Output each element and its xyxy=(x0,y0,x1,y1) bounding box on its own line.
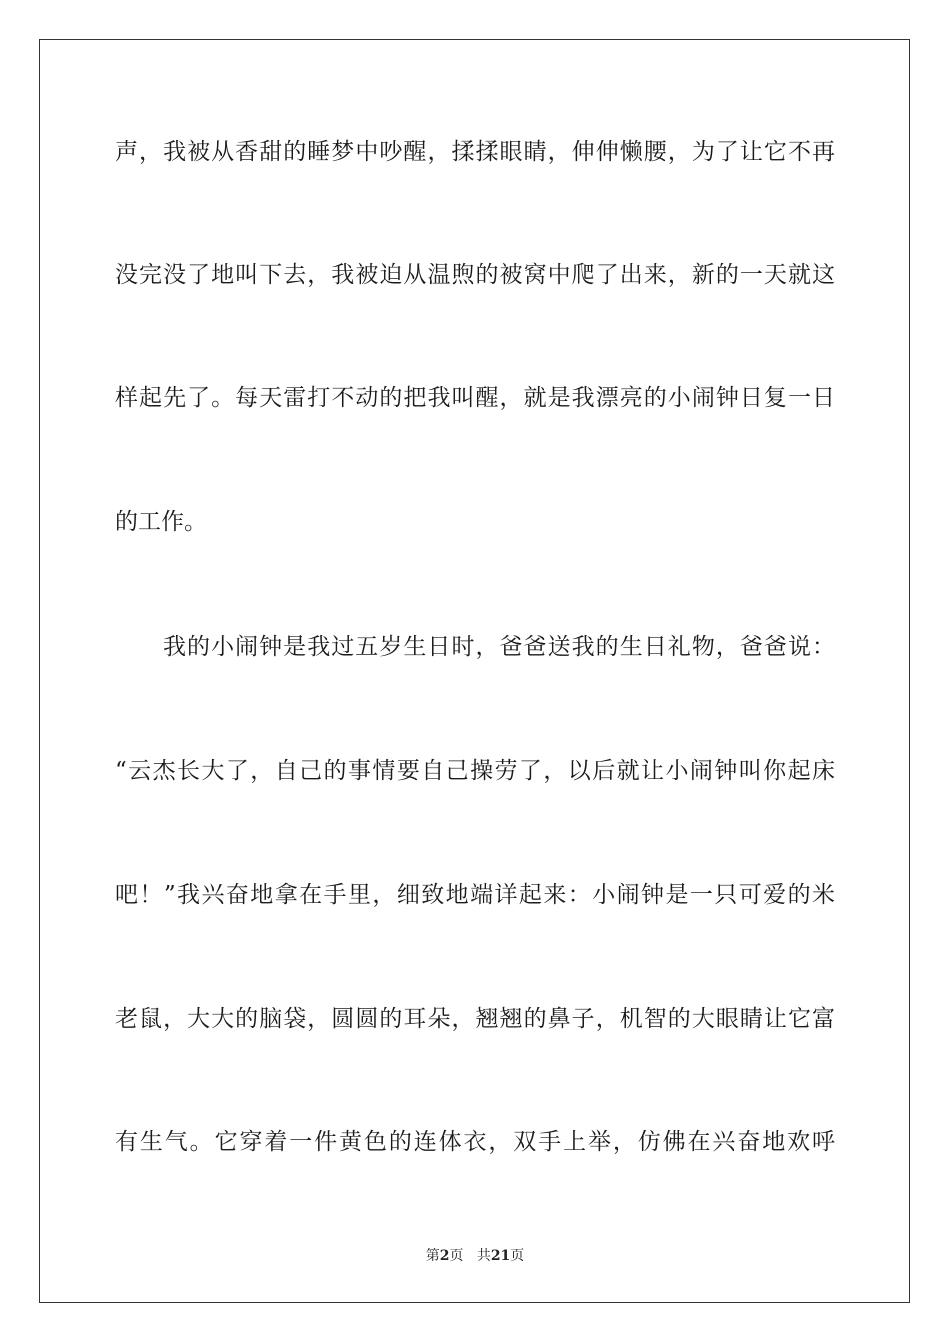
body-line-1: 声，我被从香甜的睡梦中吵醒，揉揉眼睛，伸伸懒腰，为了让它不再 xyxy=(115,139,835,165)
page-footer xyxy=(0,1246,950,1266)
page-number: 2 xyxy=(439,1248,450,1264)
page-border xyxy=(39,39,910,1303)
body-line-3: 样起先了。每天雷打不动的把我叫醒，就是我漂亮的小闹钟日复一日 xyxy=(115,385,835,411)
body-line-5: 我的小闹钟是我过五岁生日时，爸爸送我的生日礼物，爸爸说： xyxy=(163,634,835,660)
page-prefix: 第 xyxy=(425,1248,440,1264)
total-prefix: 共 xyxy=(476,1248,491,1264)
body-line-2: 没完没了地叫下去，我被迫从温煦的被窝中爬了出来，新的一天就这 xyxy=(115,262,835,288)
total-pages: 21 xyxy=(490,1248,511,1264)
body-line-8: 老鼠，大大的脑袋，圆圆的耳朵，翘翘的鼻子，机智的大眼睛让它富 xyxy=(115,1006,835,1032)
body-line-9: 有生气。它穿着一件黄色的连体衣，双手上举，仿佛在兴奋地欢呼 xyxy=(115,1129,835,1155)
body-line-7: 吧！”我兴奋地拿在手里，细致地端详起来：小闹钟是一只可爱的米 xyxy=(115,882,835,908)
body-line-4: 的工作。 xyxy=(115,509,207,535)
total-suffix: 页 xyxy=(510,1248,525,1264)
body-line-6: “云杰长大了，自己的事情要自己操劳了，以后就让小闹钟叫你起床 xyxy=(115,758,835,784)
page-suffix: 页 xyxy=(449,1248,464,1264)
